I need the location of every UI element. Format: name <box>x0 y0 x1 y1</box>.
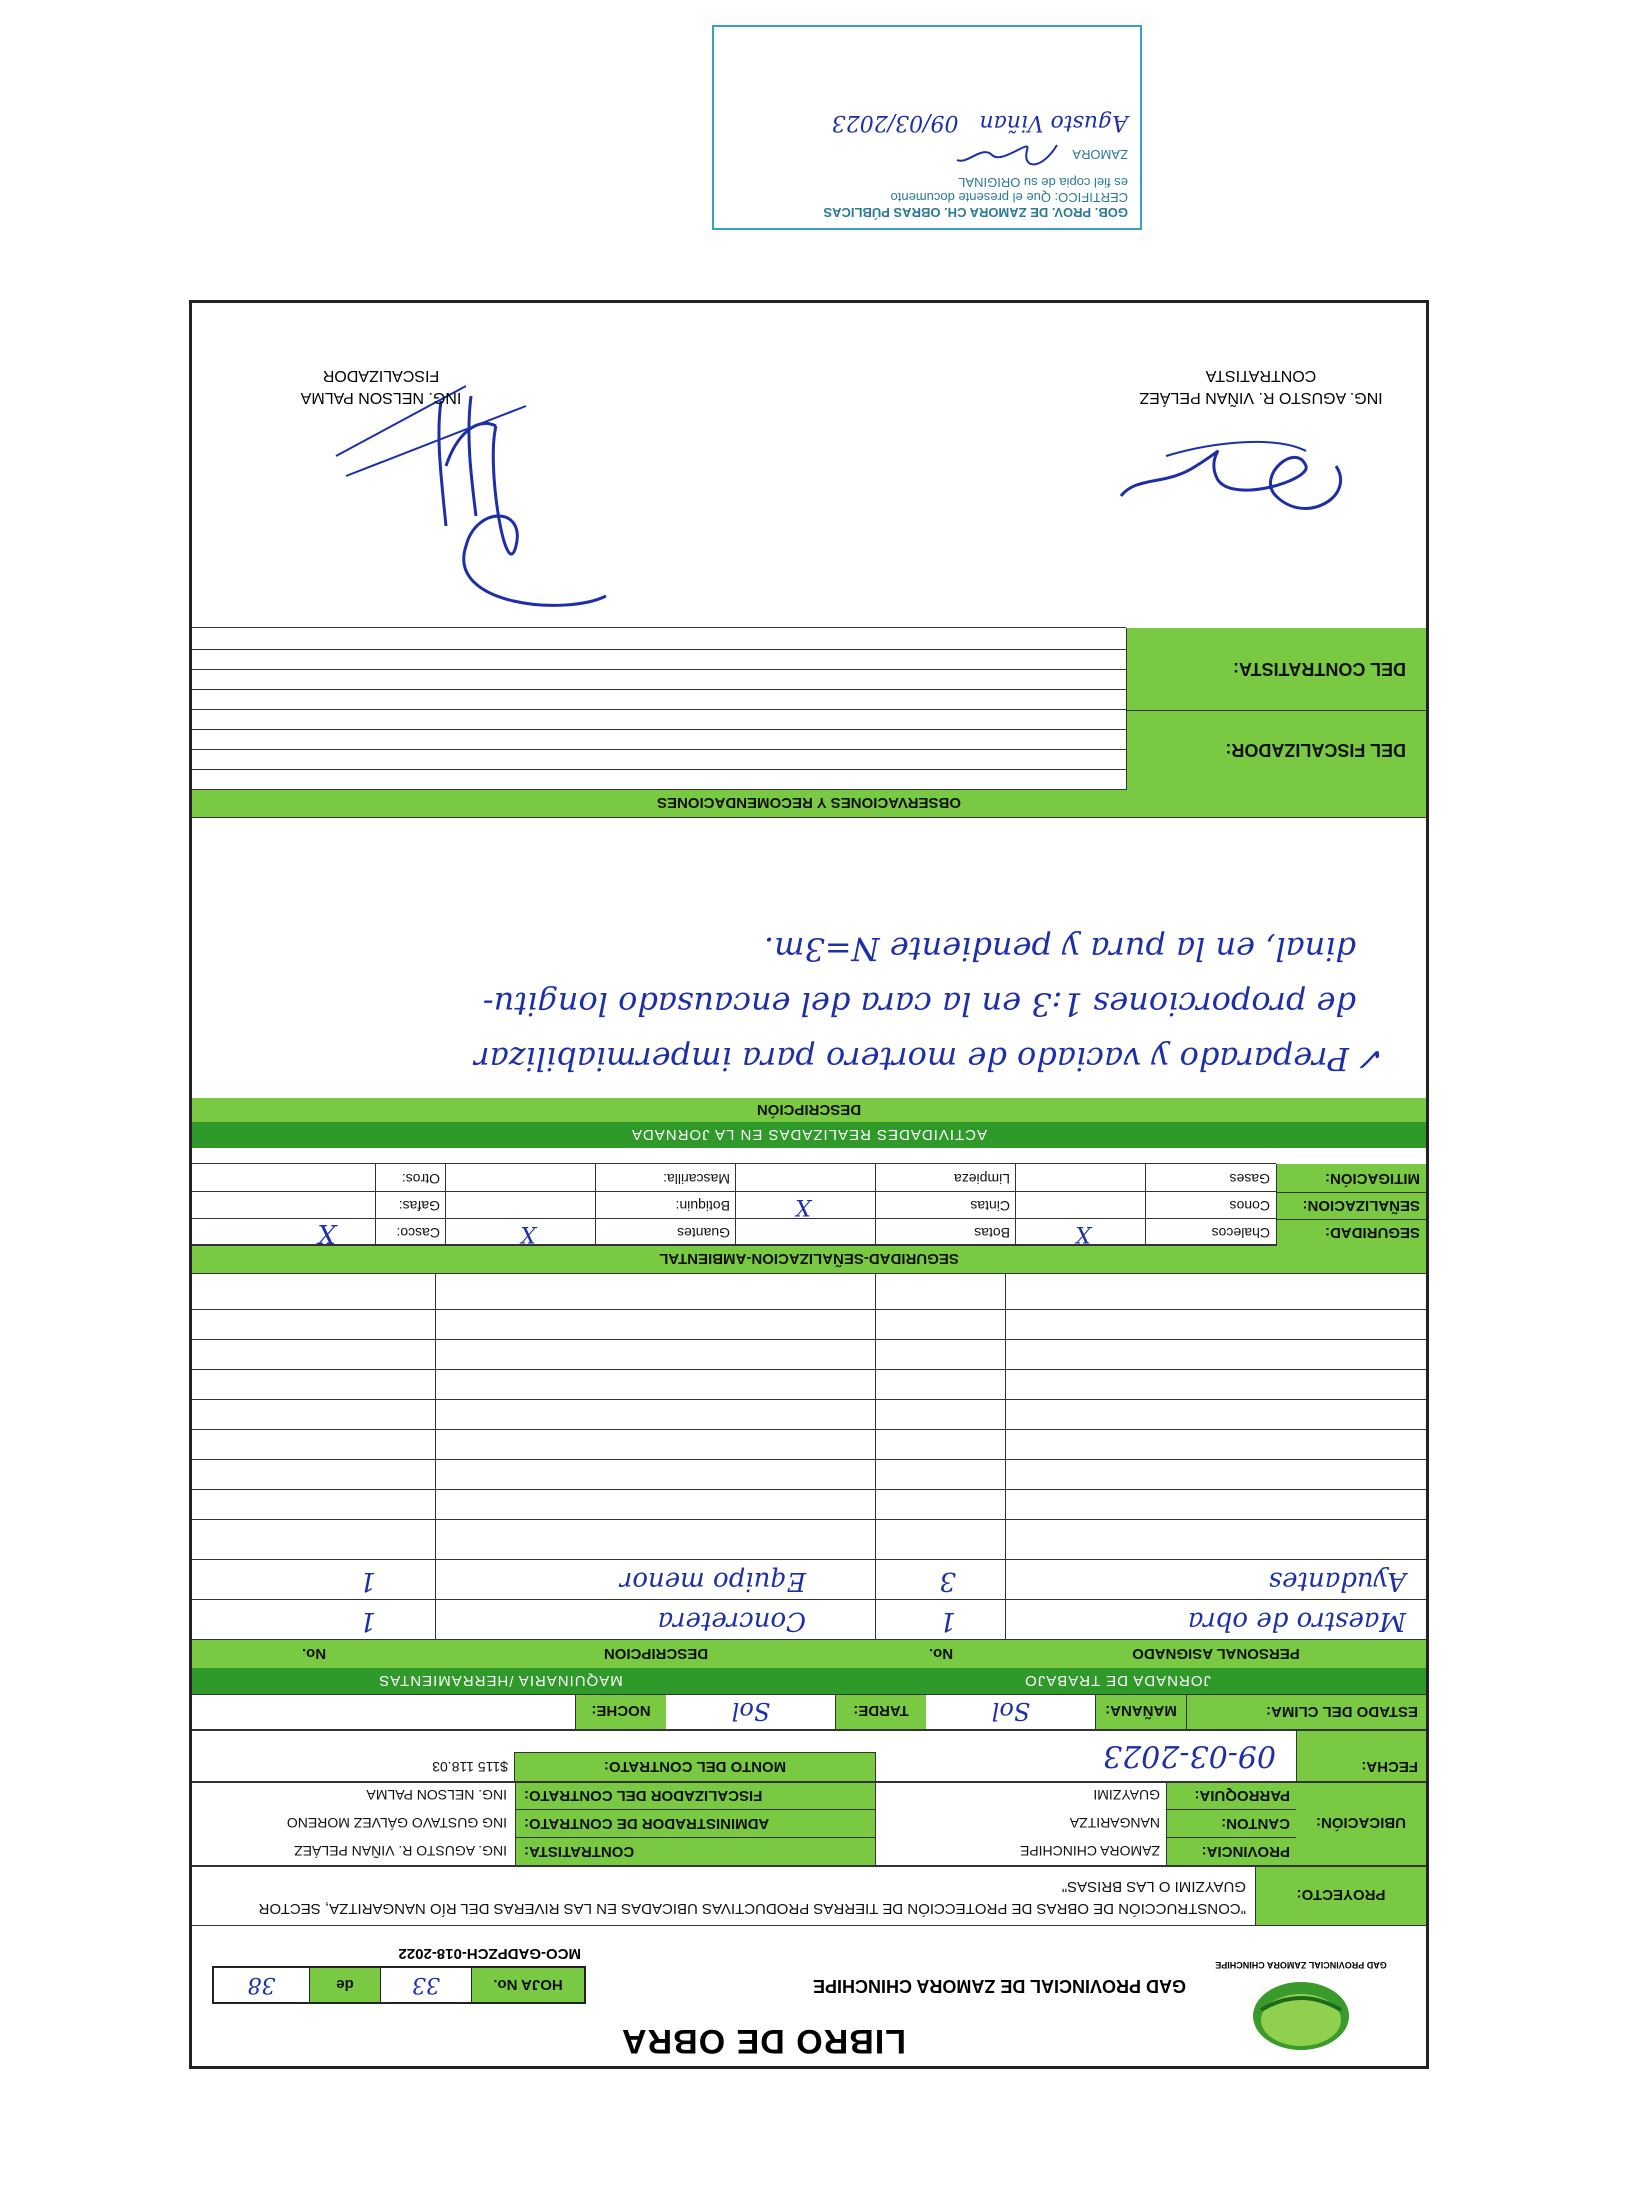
fiscalizador-sign-role: FISCALIZADOR <box>322 367 440 384</box>
conos-label: Conos <box>1229 1198 1270 1214</box>
guantes-mark: X <box>520 1221 536 1246</box>
senalizacion-label: SEÑALIZACION: <box>1276 1192 1426 1219</box>
contratista-sign-name: ING. AGUSTO R. VIÑAN PELÁEZ <box>1139 389 1383 406</box>
stamp-line3: es fiel copia de su ORIGINAL <box>958 175 1128 190</box>
tarde-value: Sol <box>665 1694 836 1729</box>
provincia-value: ZAMORA CHINCHIPE <box>1019 1843 1160 1859</box>
maq-row-2: Equipo menor <box>619 1566 806 1596</box>
project-label: PROYECTO: <box>1255 1866 1426 1925</box>
casco-mark: X <box>317 1218 336 1248</box>
manana-value: Sol <box>925 1694 1096 1729</box>
administrador-label: ADMINISTRADOR DE CONTRATO: <box>515 1809 875 1837</box>
actividad-line-2: de proporciones 1:3 en la cara del encausado longitu- <box>482 985 1356 1023</box>
stamp-signature <box>952 135 1062 175</box>
gafas-label: Gafas: <box>398 1198 440 1214</box>
stamp-name: Agusto Viñan <box>979 110 1128 135</box>
guantes-label: Guantes <box>677 1225 730 1241</box>
personal-no-2: 3 <box>939 1566 956 1596</box>
signatures-block <box>192 300 1426 626</box>
logo-text: GAD PROVINCIAL ZAMORA CHINCHIPE <box>1215 1960 1387 1970</box>
maq-desc-col-header: DESCRIPCION <box>435 1640 876 1668</box>
org-name: GAD PROVINCIAL DE ZAMORA CHINCHIPE <box>812 1976 1186 1996</box>
project-row <box>192 1866 1426 1926</box>
cintas-label: Cintas <box>970 1198 1010 1214</box>
libro-de-obra-form <box>189 300 1429 2069</box>
hoja-total: 38 <box>247 1972 276 1998</box>
parroquia-label: PARROQUIA: <box>1166 1782 1296 1809</box>
project-value: "CONSTRUCCIÓN DE OBRAS DE PROTECCIÓN DE TIERRAS PRODUCTIVAS UBICADAS EN LAS RIVERAS DEL RÍO NANGARITZA, SECTOR GUAYZIMI O LAS BRISAS" <box>258 1878 1246 1917</box>
actividades-col: DESCRIPCIÓN <box>192 1098 1426 1122</box>
ubicacion-label: UBICACIÓN: <box>1295 1782 1426 1865</box>
noche-value <box>426 1694 576 1729</box>
contratista-sign-role: CONTRATISTA <box>1205 367 1317 384</box>
fiscalizador-sign-name: ING. NELSON PALMA <box>300 389 462 406</box>
de-label: de <box>309 1968 380 2002</box>
seguridad-label: SEGURIDAD: <box>1276 1219 1426 1246</box>
maq-row-1: Concretera <box>657 1606 806 1636</box>
personal-row-2: Ayudantes <box>1268 1566 1406 1596</box>
hoja-number: 33 <box>380 1968 471 2002</box>
stamp-line2: CERTIFICO: Que el presente documento <box>890 190 1128 205</box>
parroquia-value: GUAYZIMI <box>1093 1787 1160 1803</box>
provincia-label: PROVINCIA: <box>1166 1837 1296 1865</box>
stamp-line1: GOB. PROV. DE ZAMORA CH. OBRAS PÚBLICAS <box>823 205 1128 220</box>
observaciones-block <box>192 628 1426 818</box>
monto-label: MONTO DEL CONTRATO: <box>514 1752 876 1781</box>
actividades-block <box>192 818 1426 1148</box>
jornada-grid <box>192 1274 1426 1640</box>
jornada-block <box>192 1274 1426 1694</box>
maquinaria-title: MAQUINARIA /HERRAMIENTAS <box>192 1668 809 1694</box>
tarde-label: TARDE: <box>835 1694 926 1729</box>
personal-no-col-header: No. <box>875 1640 1006 1668</box>
observaciones-lines <box>192 628 1126 790</box>
obs-fiscalizador-label: DEL FISCALIZADOR: <box>1126 710 1426 790</box>
administrador-value: ING GUSTAVO GÁLVEZ MORENO <box>286 1815 507 1831</box>
form-header <box>192 1926 1426 2066</box>
actividad-line-1: ✓ Preparado y vaciado de mortero para impermiabilizar <box>474 1040 1386 1078</box>
contract-code: MCO-GADPZCH-018-2022 <box>398 1945 581 1962</box>
seguridad-title: SEGURIDAD-SEÑALIZACION-AMBIENTAL <box>192 1244 1426 1274</box>
stamp-date: 09/03/2023 <box>831 110 959 135</box>
casco-label: Casco: <box>396 1225 440 1241</box>
hoja-box <box>212 1966 586 2004</box>
globe-logo-icon <box>1246 1976 1356 2056</box>
maq-no-2: 1 <box>359 1566 376 1596</box>
gad-logo <box>1206 1936 1396 2056</box>
personal-row-1: Maestro de obra <box>1187 1606 1406 1636</box>
maq-no-1: 1 <box>359 1606 376 1636</box>
clima-label: ESTADO DEL CLIMA: <box>1186 1694 1426 1729</box>
jornada-title: JORNADA DE TRABAJO <box>809 1668 1426 1694</box>
contratista-signature <box>1106 416 1366 536</box>
contratista-label: CONTRATISTA: <box>515 1837 875 1865</box>
fiscalizador-value: ING. NELSON PALMA <box>366 1787 507 1803</box>
observaciones-title: OBSERVACIONES Y RECOMENDACIONES <box>192 789 1426 818</box>
page-title: LIBRO DE OBRA <box>621 2022 906 2060</box>
noche-label: NOCHE: <box>575 1694 666 1729</box>
gases-label: Gases <box>1229 1171 1270 1187</box>
actividades-title: ACTIVIDADES REALIZADAS EN LA JORNADA <box>192 1122 1426 1148</box>
botas-label: Botas <box>974 1225 1010 1241</box>
manana-label: MAÑANA: <box>1095 1694 1186 1729</box>
canton-label: CANTON: <box>1166 1809 1296 1837</box>
hoja-label: HOJA No. <box>471 1968 584 2002</box>
maq-no-col-header: No. <box>192 1640 436 1668</box>
contratista-value: ING. AGUSTO R. VIÑAN PELÁEZ <box>294 1843 507 1859</box>
seguridad-block <box>192 1164 1426 1274</box>
mascarilla-label: Mascarilla: <box>663 1171 730 1187</box>
personal-no-1: 1 <box>939 1606 956 1636</box>
monto-value: $115 118.03 <box>432 1759 508 1775</box>
clima-row <box>192 1694 1426 1730</box>
certification-stamp <box>712 25 1142 230</box>
chalecos-mark: X <box>1075 1221 1091 1246</box>
fecha-value: 09-03-2023 <box>1103 1738 1276 1773</box>
botiquin-label: Botiquin: <box>675 1198 730 1214</box>
limpieza-label: Limpieza <box>953 1171 1010 1187</box>
stamp-line4: ZAMORA <box>1072 147 1128 163</box>
chalecos-label: Chalecos <box>1211 1225 1270 1241</box>
otros-label: Otros: <box>401 1171 440 1187</box>
fiscalizador-label: FISCALIZADOR DEL CONTRATO: <box>515 1782 875 1809</box>
location-block <box>192 1782 1426 1866</box>
cintas-mark: X <box>795 1194 811 1219</box>
obs-contratista-label: DEL CONTRATISTA: <box>1126 628 1426 710</box>
fecha-row <box>192 1730 1426 1782</box>
canton-value: NANGARITZA <box>1069 1815 1160 1831</box>
actividad-line-3: dinal, en la pura y pendiente N=3m. <box>763 930 1356 968</box>
personal-col-header: PERSONAL ASIGNADO <box>1005 1640 1426 1668</box>
fecha-label: FECHA: <box>1296 1730 1426 1781</box>
mitigacion-label: MITIGACIÓN: <box>1276 1164 1426 1192</box>
